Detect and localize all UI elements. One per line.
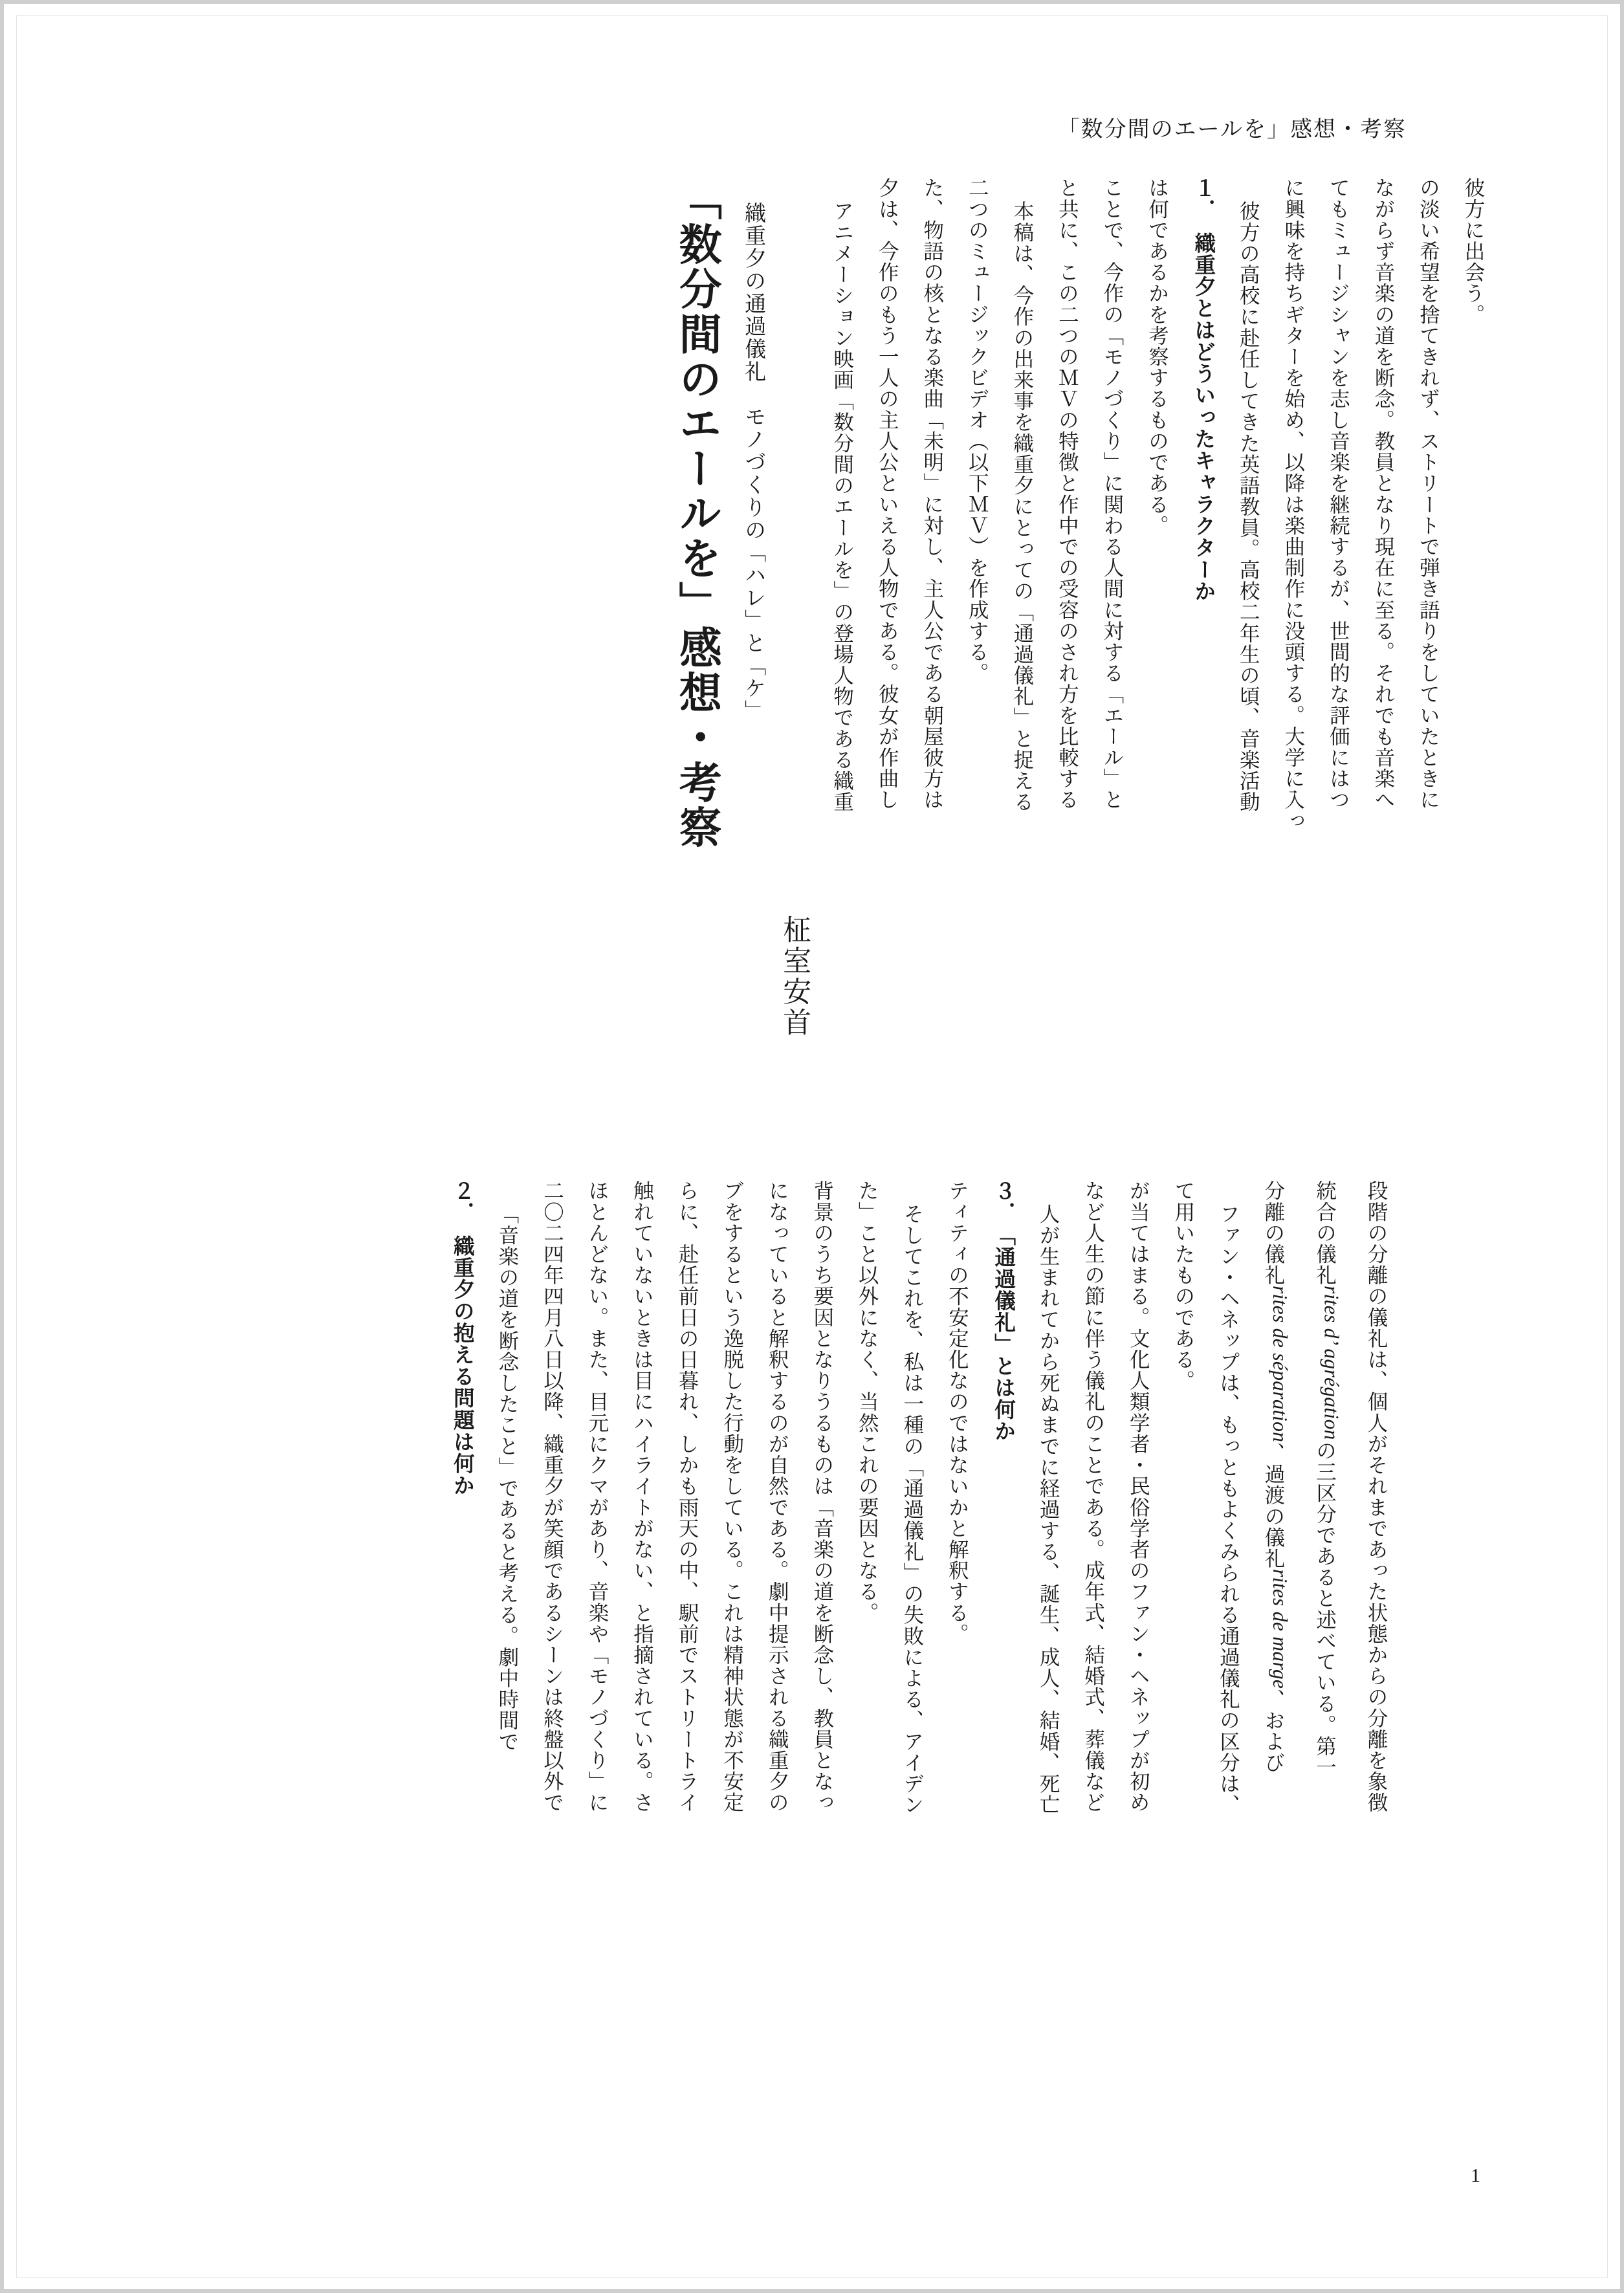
text-column: アニメーション映画「数分間のエールを」の登場人物である織重 (831, 201, 854, 813)
page-title: 「数分間のエールを」感想・考察 (672, 177, 720, 850)
text-column: て用いたものである。 (1172, 1180, 1195, 1392)
text-column (1256, 1180, 1297, 2086)
text-column: ティティの不安定化なのではないかと解釈する。 (946, 1180, 969, 1645)
latin-term: rites d’ agrégation (1320, 1286, 1343, 1440)
page-edge-top (0, 0, 1624, 4)
text-column: てもミュージシャンを志し音楽を継続するが、世間的な評価にはつ (1327, 177, 1350, 811)
text-column: 夕は、今作のもう一人の主人公といえる人物である。彼女が作曲し (876, 177, 899, 811)
section-heading: ２． 織重夕の抱える問題は何か (450, 1180, 474, 1497)
text-run: 、および (1262, 1689, 1285, 1773)
text-column: た、物語の核となる楽曲「未明」に対し、主人公である朝屋彼方は (921, 177, 944, 811)
text-column: 二〇二四年四月八日以降、織重夕が笑顔であるシーンは終盤以外で (541, 1180, 564, 1814)
section-heading: １． 織重夕とはどういったキャラクターか (1191, 177, 1215, 602)
page-edge-bottom (0, 2289, 1624, 2293)
text-column: の淡い希望を捨てきれず、ストリートで弾き語りをしていたときに (1417, 177, 1440, 811)
text-column: 「音楽の道を断念したこと」であると考える。劇中時間で (496, 1203, 519, 1752)
text-run: の三区分であると述べている。第一 (1313, 1440, 1337, 1778)
text-column: 彼方に出会う。 (1462, 177, 1485, 325)
latin-term: rites de marge (1268, 1568, 1291, 1689)
running-head: 「数分間のエールを」感想・考察 (1057, 118, 1407, 142)
top-text-block (660, 177, 1491, 1128)
text-column (1359, 1180, 1394, 2086)
top-body-columns (815, 177, 1491, 1128)
text-column: ことで、今作の「モノづくり」に関わる人間に対する「エール」と (1101, 177, 1124, 811)
text-column (1308, 1180, 1349, 2086)
text-column: と共に、この二つのＭＶの特徴と作中での受容のされ方を比較する (1056, 177, 1079, 811)
text-column: 人が生まれてから死ぬまでに経過する、誕生、成人、結婚、死亡 (1037, 1203, 1060, 1816)
text-run: ファン・ヘネップは、もっともよくみられる通過儀礼の区分は、 (1217, 1203, 1240, 1816)
text-column: らに、赴任前日の日暮れ、しかも雨天の中、駅前でストリートライ (676, 1180, 699, 1814)
text-column: 彼方の高校に赴任してきた英語教員。高校二年生の頃、音楽活動 (1237, 201, 1260, 813)
text-column: そしてこれを、私は一種の「通過儀礼」の失敗による、アイデン (901, 1203, 924, 1816)
page-number: 1 (1471, 2165, 1480, 2186)
bottom-text-block (433, 1180, 1394, 2138)
text-run: 段階の分離の儀礼は、個人がそれまであった状態からの分離を象徴 (1365, 1180, 1388, 1814)
text-column: た」こと以外になく、当然これの要因となる。 (856, 1180, 879, 1623)
text-column: になっていると解釈するのが自然である。劇中提示される織重夕の (766, 1180, 789, 1814)
text-column: ながらず音楽の道を断念。教員となり現在に至る。それでも音楽へ (1372, 177, 1395, 811)
text-run: 、過渡の儀礼 (1262, 1442, 1285, 1569)
text-column: 背景のうち要因となりうるものは「音楽の道を断念し、教員となっ (811, 1180, 834, 1814)
text-column: 本稿は、今作の出来事を織重夕にとっての「通過儀礼」と捉える (1011, 201, 1034, 813)
section-heading: ３． 「通過儀礼」とは何か (991, 1180, 1015, 1442)
text-column: など人生の節に伴う儀礼のことである。成年式、結婚式、葬儀など (1082, 1180, 1105, 1814)
latin-term: rites de séparation (1268, 1286, 1291, 1443)
text-column: は何であるかを考察するものである。 (1146, 177, 1169, 536)
text-column: が当てはまる。文化人類学者・民俗学者のファン・ヘネップが初め (1127, 1180, 1150, 1814)
text-column: 二つのミュージックビデオ（以下ＭＶ）を作成する。 (966, 177, 989, 684)
author-name: 柾室安首 (778, 914, 811, 1038)
text-column: に興味を持ちギターを始め、以降は楽曲制作に没頭する。大学に入っ (1282, 177, 1305, 831)
text-run: 統合の儀礼 (1313, 1180, 1337, 1286)
text-column: 触れていないときは目にハイライトがない、と指摘されている。さ (631, 1180, 654, 1814)
text-column: ブをするという逸脱した行動をしている。これは精神状態が不安定 (721, 1180, 744, 1814)
text-run: 分離の儀礼 (1262, 1180, 1285, 1286)
text-column: ほとんどない。また、目元にクマがあり、音楽や「モノづくり」に (586, 1180, 609, 1814)
paper-sheet (17, 16, 1607, 2277)
page-edge-right (1620, 0, 1624, 2293)
page-subtitle: 織重夕の通過儀礼 モノづくりの「ハレ」と「ケ」 (741, 202, 765, 723)
bottom-body-columns (433, 1180, 1394, 2138)
text-column (1211, 1180, 1246, 2109)
page-edge-left (0, 0, 4, 2293)
